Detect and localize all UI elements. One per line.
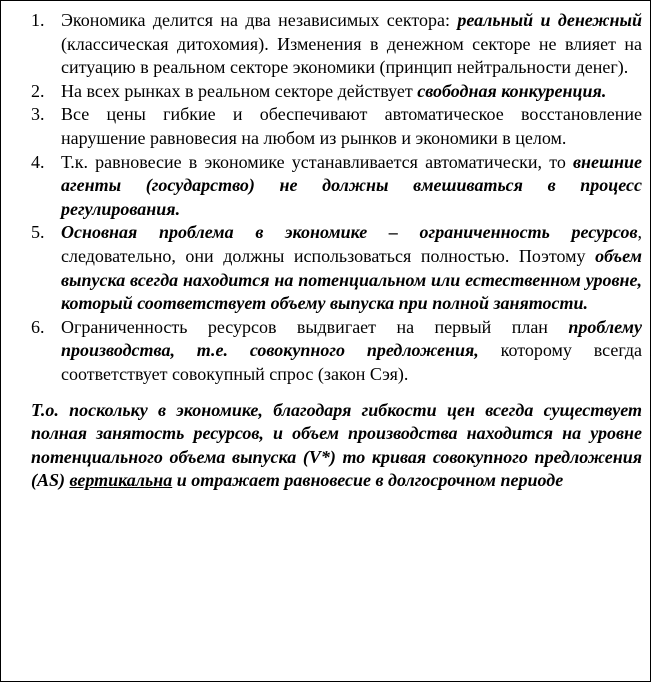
item-number: 2. — [31, 80, 45, 101]
item-text: (классическая дитохомия). Изменения в денежном секторе не влияет на ситуацию в реальном секторе экономики (принцип нейтральности денег). — [61, 33, 642, 78]
list-item-3 — [31, 103, 642, 150]
item-number: 5. — [31, 222, 45, 243]
list-item-5 — [31, 221, 642, 315]
conclusion-text: Т.о. поскольку в экономике, благодаря гибкости цен всегда существует полная занятость ресурсов, и объем производства находится на уровне потенциального объема выпуска (V*) то кривая совокупного предложения (AS) — [31, 399, 642, 491]
theses-list — [31, 9, 642, 387]
item-number: 4. — [31, 151, 45, 172]
conclusion-paragraph — [31, 399, 642, 493]
list-item-2 — [31, 80, 642, 104]
item-text: Экономика делится на два независимых сектора: — [61, 10, 458, 30]
item-text: Ограниченность ресурсов выдвигает на первый план — [61, 316, 569, 337]
item-text: На всех рынках в реальном секторе действует — [61, 80, 418, 101]
item-text: которому всегда соответствует совокупный спрос (закон Сэя). — [61, 340, 642, 384]
item-emphasis: реальный и денежный — [457, 10, 642, 30]
item-text: , следовательно, они должны использоваться полностью. Поэтому — [61, 222, 642, 266]
item-emphasis: свободная конкуренция. — [417, 80, 607, 101]
document-content — [31, 9, 642, 511]
conclusion-text: и отражает равновесие в долгосрочном периоде — [172, 470, 564, 491]
item-emphasis: внешние агенты (государство) не должны вмешиваться в процесс регулирования. — [61, 151, 642, 219]
item-emphasis: Основная проблема в экономике – ограниченность ресурсов — [61, 222, 638, 243]
conclusion-underlined: вертикальна — [69, 470, 173, 491]
item-number: 6. — [31, 316, 45, 337]
item-text: Т.к. равновесие в экономике устанавливается автоматически, то — [61, 151, 573, 172]
list-item-1 — [31, 9, 642, 80]
list-item-4 — [31, 151, 642, 222]
item-emphasis: объем выпуска всегда находится на потенциальном или естественном уровне, который соответствует объему выпуска при полной занятости. — [61, 245, 642, 314]
item-text: Все цены гибкие и обеспечивают автоматическое восстановление нарушение равновесия на любом из рынков и экономики в целом. — [61, 104, 642, 148]
item-number: 3. — [31, 104, 45, 125]
item-number: 1. — [31, 10, 45, 30]
item-emphasis: проблему производства, т.е. совокупного предложения, — [61, 316, 642, 361]
list-item-6 — [31, 316, 642, 387]
